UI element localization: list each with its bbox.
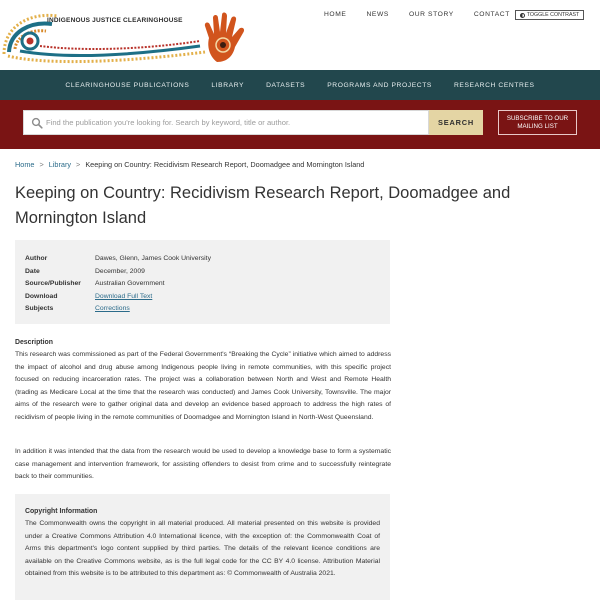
meta-row-date bbox=[25, 268, 145, 275]
site-logo[interactable] bbox=[0, 4, 252, 64]
topnav-news[interactable]: NEWS bbox=[366, 11, 389, 18]
copyright-heading: Copyright Information bbox=[25, 508, 98, 515]
search-band bbox=[0, 100, 600, 149]
logo-text: INDIGENOUS JUSTICE CLEARINGHOUSE bbox=[47, 17, 183, 24]
meta-label: Date bbox=[25, 267, 40, 275]
breadcrumb-home[interactable]: Home bbox=[15, 160, 35, 169]
mainnav-clearinghouse-publications[interactable]: CLEARINGHOUSE PUBLICATIONS bbox=[65, 81, 190, 89]
search-icon bbox=[31, 117, 43, 129]
contrast-icon bbox=[520, 13, 525, 18]
topnav-contact[interactable]: CONTACT bbox=[473, 11, 510, 18]
meta-row-source-publisher bbox=[25, 280, 165, 287]
meta-value: Australian Government bbox=[95, 280, 165, 287]
publication-details bbox=[15, 240, 390, 324]
meta-value: Dawes, Glenn, James Cook University bbox=[95, 255, 211, 262]
topnav-home[interactable]: HOME bbox=[324, 11, 347, 18]
breadcrumb bbox=[15, 160, 364, 169]
mainnav-programs-and-projects[interactable]: PROGRAMS AND PROJECTS bbox=[327, 81, 432, 89]
meta-value: December, 2009 bbox=[95, 267, 145, 275]
meta-label: Source/Publisher bbox=[25, 280, 81, 287]
meta-label: Download bbox=[25, 292, 58, 300]
dot-art-logo-icon bbox=[0, 4, 252, 66]
search-input[interactable] bbox=[46, 111, 426, 134]
top-navigation bbox=[324, 11, 530, 18]
description-paragraph: This research was commissioned as part of the Federal Government's “Breaking the Cycle” initiative which aimed to address the impact of alcohol and drug abuse among Indigenous people living in remote communities, with this specific project focused on reducing incarceration rates. The project was a collaboration between North and West and Remote Health (trading as Medicare Local at the time that the research was conducted) and James Cook University, Townsville. The major aims of the research were to gather original data and develop an evidence based approach to address the high rates of recidivism of people living in the remote communities of Doomadgee and Mornington Island in North-West Queensland. bbox=[15, 351, 391, 421]
subscribe-mailing-list-button[interactable]: SUBSCRIBE TO OUR MAILING LIST bbox=[498, 110, 577, 135]
mainnav-datasets[interactable]: DATASETS bbox=[266, 81, 306, 89]
toggle-contrast-label: TOGGLE CONTRAST bbox=[526, 12, 580, 18]
copyright-panel bbox=[15, 494, 390, 600]
meta-row-subjects bbox=[25, 305, 130, 312]
copyright-text: The Commonwealth owns the copyright in all material produced. All material presented on this website is provided under a Creative Commons Attribution 4.0 International licence, with the exception of: the Commonwealth Coat of Arms this department's logo content supplied by third parties. The details of the relevant licence conditions are available on the Creative Commons website, as is the full legal code for the CC BY 4.0 license. Attribution Material obtained from this website is to be attributed to this department as: © Commonwealth of Australia 2021. bbox=[25, 520, 380, 577]
meta-label: Subjects bbox=[25, 305, 54, 312]
mainnav-library[interactable]: LIBRARY bbox=[211, 81, 245, 89]
main-navigation bbox=[0, 70, 600, 100]
download-full-text-link[interactable]: Download Full Text bbox=[95, 292, 153, 300]
search-button[interactable]: SEARCH bbox=[429, 110, 483, 135]
topnav-our-story[interactable]: OUR STORY bbox=[408, 11, 454, 18]
description-heading: Description bbox=[15, 339, 53, 346]
breadcrumb-library[interactable]: Library bbox=[48, 160, 72, 169]
mainnav-research-centres[interactable]: RESEARCH CENTRES bbox=[453, 81, 535, 89]
breadcrumb-separator: > bbox=[39, 160, 44, 169]
page-title: Keeping on Country: Recidivism Research Report, Doomadgee and Mornington Island bbox=[15, 184, 511, 227]
meta-label: Author bbox=[25, 255, 48, 262]
toggle-contrast-button[interactable] bbox=[515, 10, 584, 20]
search-box bbox=[23, 110, 429, 135]
meta-row-author bbox=[25, 255, 211, 262]
subject-corrections-link[interactable]: Corrections bbox=[95, 305, 130, 312]
breadcrumb-current: Keeping on Country: Recidivism Research Report, Doomadgee and Mornington Island bbox=[85, 160, 365, 169]
description-paragraph: In addition it was intended that the data from the research would be used to develop a knowledge base to form a systematic case management and intervention framework, for assisting offenders to desist from crime and to successfully reintegrate back to their communities. bbox=[15, 448, 391, 480]
site-header bbox=[0, 0, 600, 70]
meta-row-download bbox=[25, 293, 152, 300]
breadcrumb-separator: > bbox=[76, 160, 81, 169]
